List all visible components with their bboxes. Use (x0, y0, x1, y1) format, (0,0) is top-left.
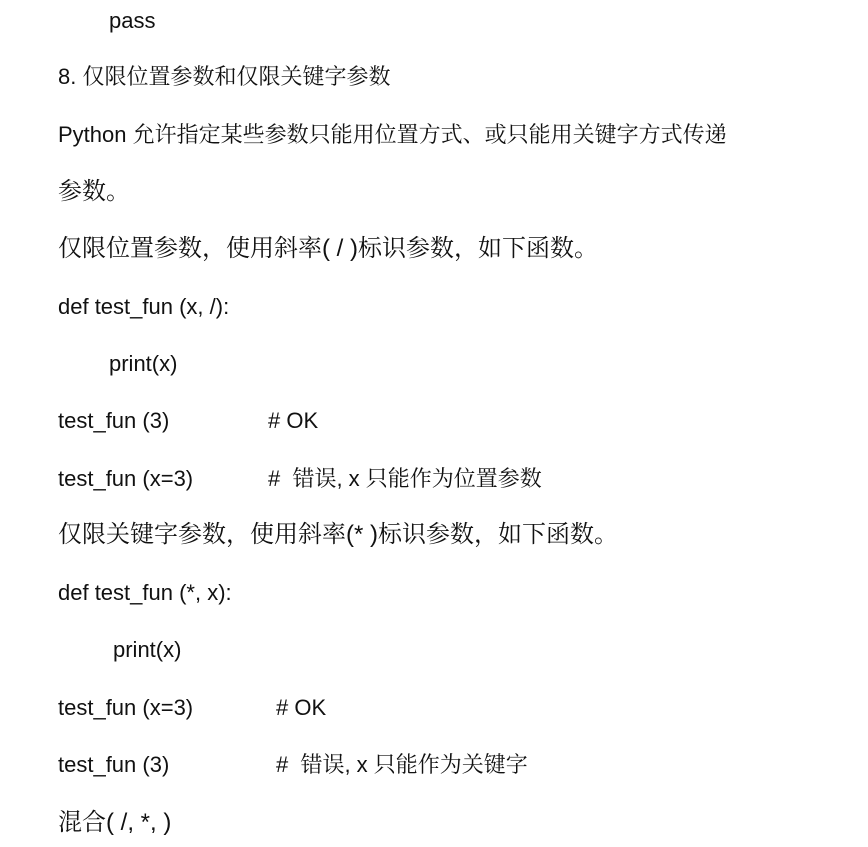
positional-call-ok-comment: # OK (268, 408, 319, 433)
code-pass: pass (109, 8, 156, 33)
keyword-body-line: print(x) (113, 637, 182, 662)
positional-body-line: print(x) (109, 351, 178, 376)
positional-call-ok: test_fun (3) (58, 408, 170, 433)
mixed-line: 混合( /, *, ) (58, 809, 172, 836)
keyword-call-error: test_fun (3) (58, 752, 170, 777)
keyword-description: 仅限关键字参数，使用斜率(* )标识参数，如下函数。 (58, 521, 618, 548)
positional-call-error-comment: # 错误, x 只能作为位置参数 (268, 466, 542, 491)
keyword-call-error-comment: # 错误, x 只能作为关键字 (276, 752, 528, 777)
intro-line-1: Python 允许指定某些参数只能用位置方式、或只能用关键字方式传递 (58, 122, 727, 147)
positional-def-line: def test_fun (x, /): (58, 294, 230, 319)
intro-line-2: 参数。 (58, 178, 130, 205)
positional-description: 仅限位置参数，使用斜率( / )标识参数，如下函数。 (58, 235, 598, 262)
keyword-def-line: def test_fun (*, x): (58, 580, 232, 605)
positional-call-error: test_fun (x=3) (58, 466, 194, 491)
keyword-call-ok-comment: # OK (276, 695, 327, 720)
keyword-call-ok: test_fun (x=3) (58, 695, 194, 720)
section-heading: 8. 仅限位置参数和仅限关键字参数 (58, 64, 391, 89)
